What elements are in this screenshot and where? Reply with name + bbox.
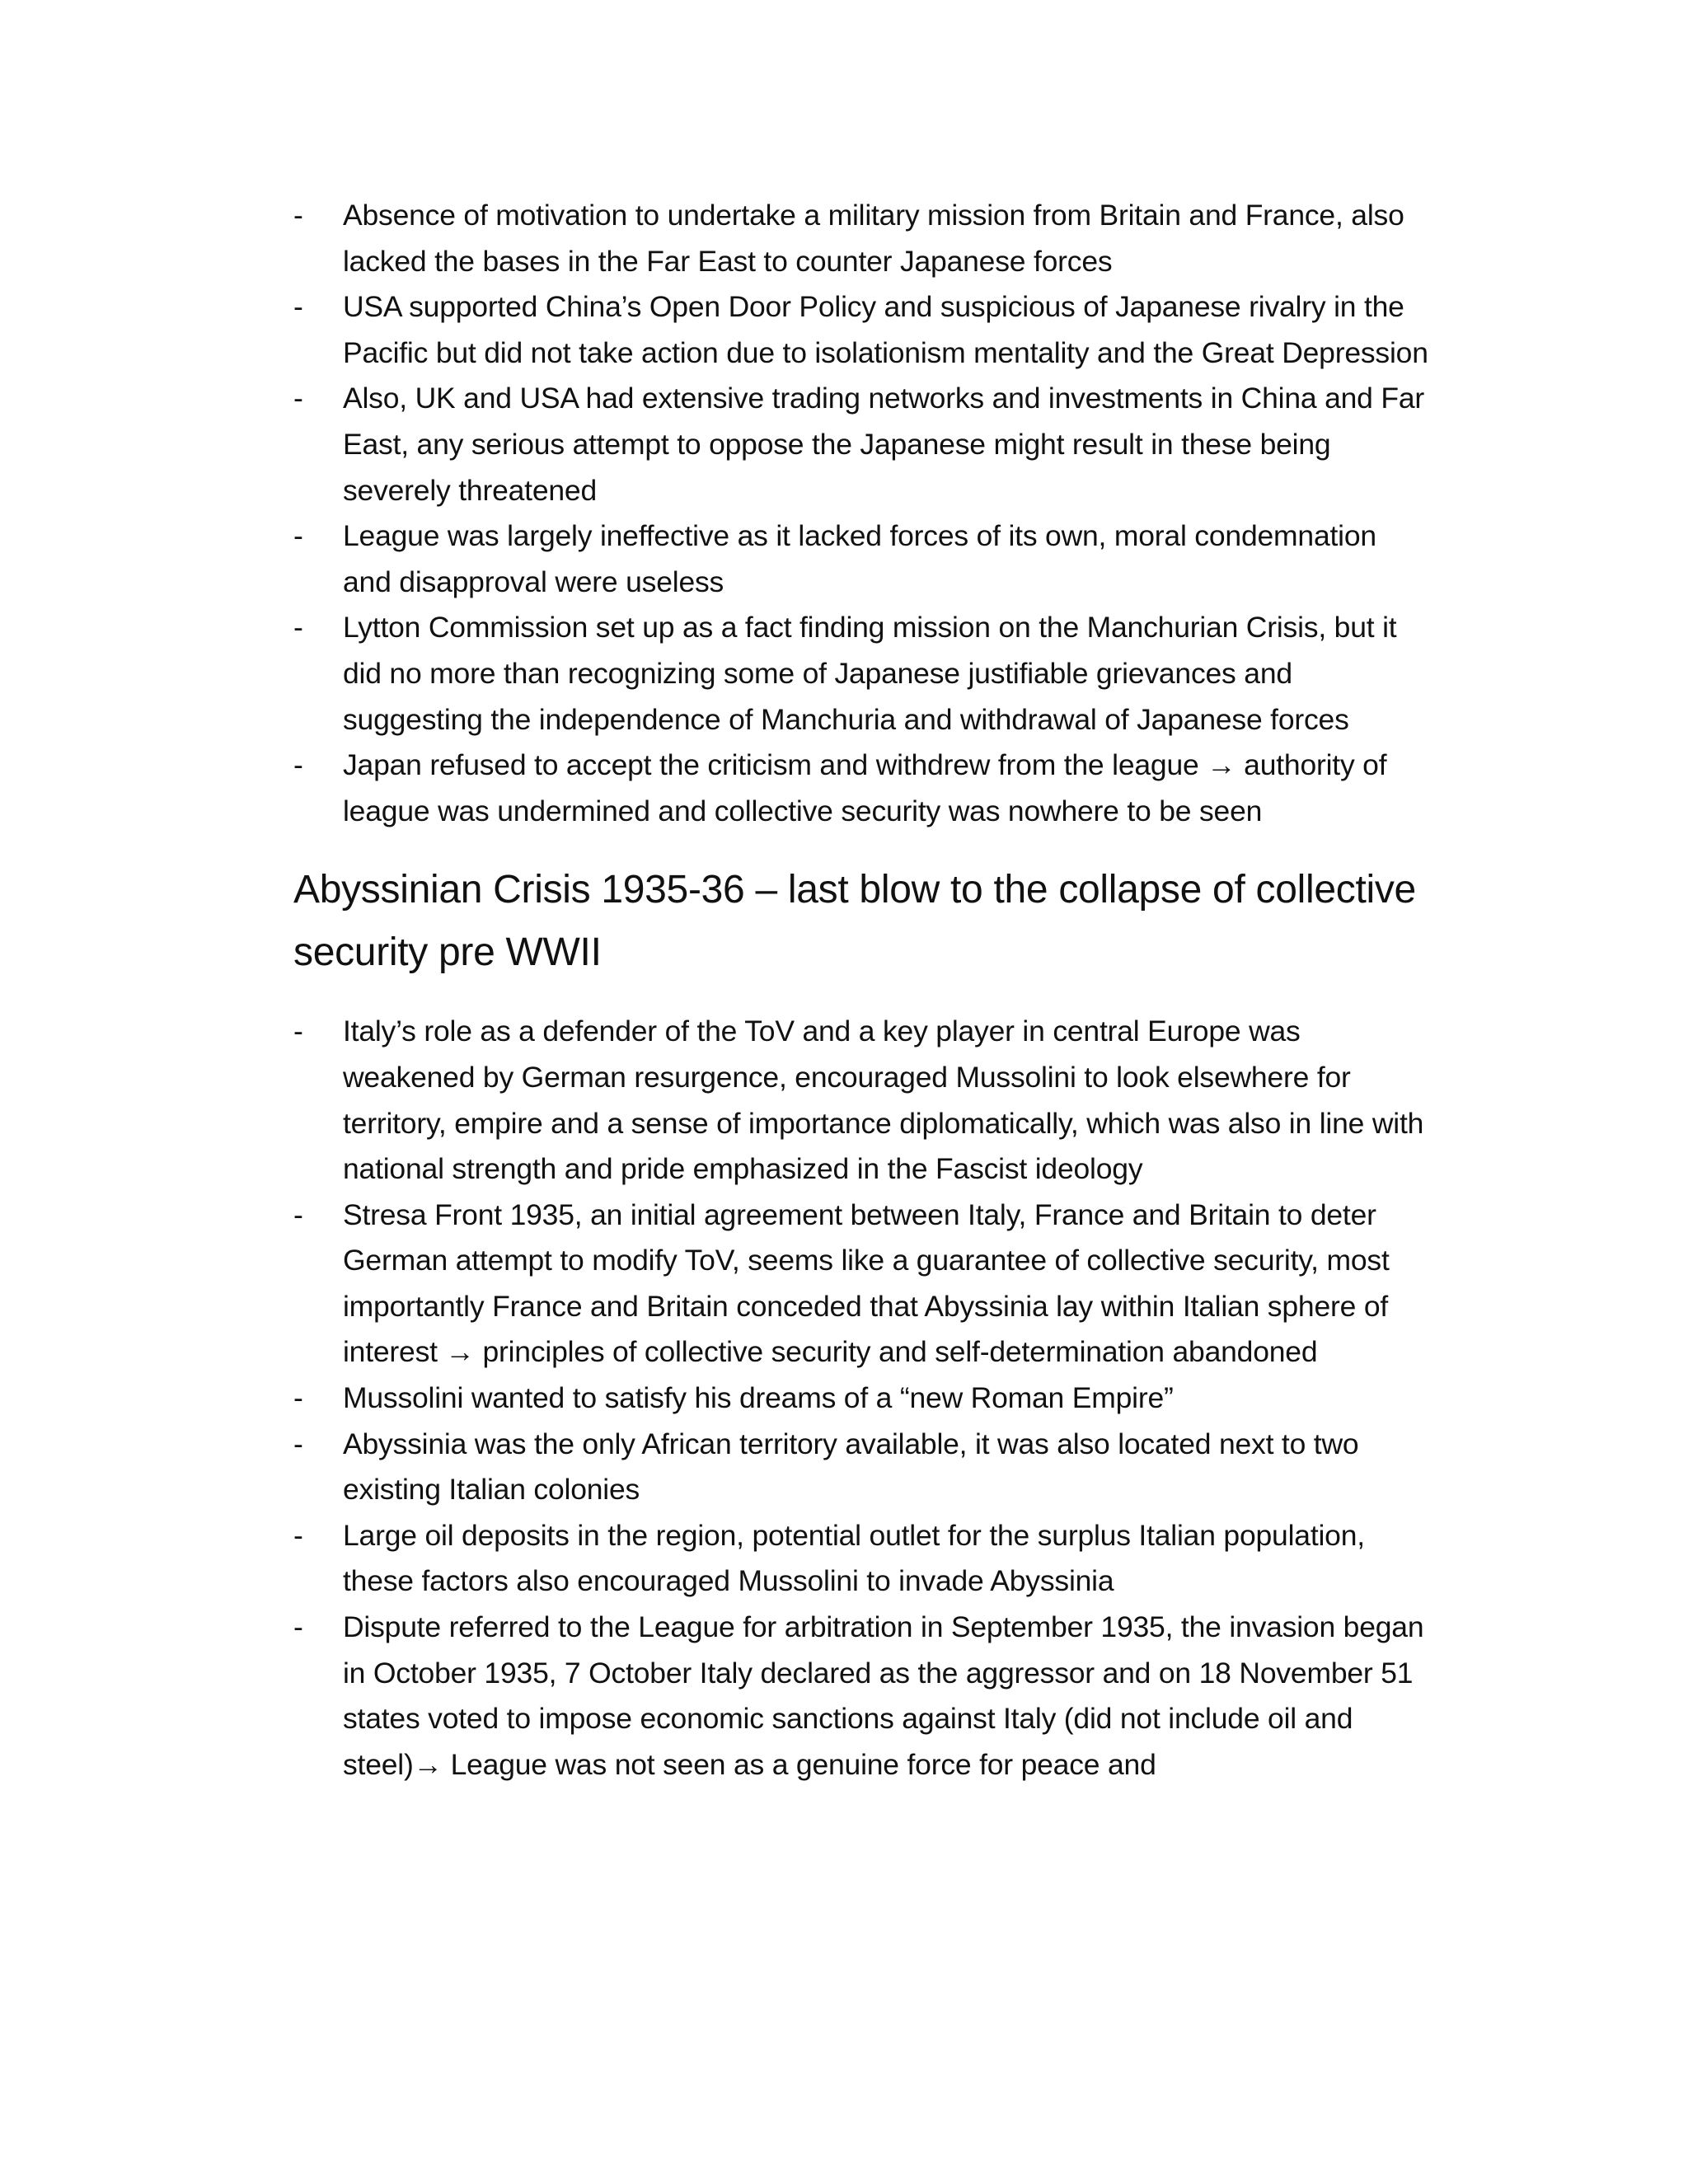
bullet-dash: - [293, 519, 303, 553]
bullet-dash: - [293, 382, 303, 415]
bullet-dash: - [293, 1518, 303, 1552]
list-item [293, 284, 1431, 376]
list-item [293, 193, 1431, 284]
list-item [293, 743, 1431, 834]
bullet-dash: - [293, 199, 303, 232]
bullet-dash: - [293, 290, 303, 324]
list-item-text: Also, UK and USA had extensive trading networks and investments in China and Far East, any serious attempt to oppose the Japanese might result in these being severely threatened [343, 382, 1425, 507]
bullet-dash: - [293, 1610, 303, 1644]
list-item-text: Absence of motivation to undertake a military mission from Britain and France, also lacked the bases in the Far East to counter Japanese forces [343, 199, 1404, 278]
list-item-text: Japan refused to accept the criticism and withdrew from the league → authority of league was undermined and collective security was nowhere to be seen [343, 748, 1387, 827]
list-item [293, 605, 1431, 743]
list-item [293, 1193, 1431, 1376]
list-item [293, 1376, 1431, 1422]
list-item-text: Lytton Commission set up as a fact finding mission on the Manchurian Crisis, but it did no more than recognizing some of Japanese justifiable grievances and suggesting the independence of Manchuria and withdrawal of Japanese forces [343, 611, 1397, 736]
document-body [293, 193, 1431, 1788]
list-item-text: League was largely ineffective as it lacked forces of its own, moral condemnation and disapproval were useless [343, 519, 1376, 598]
bullet-dash: - [293, 1381, 303, 1415]
manchurian-crisis-list [293, 193, 1431, 834]
list-item-text: Mussolini wanted to satisfy his dreams of a “new Roman Empire” [343, 1381, 1174, 1415]
list-item-text: Abyssinia was the only African territory available, it was also located next to two existing Italian colonies [343, 1427, 1359, 1507]
list-item [293, 1513, 1431, 1605]
bullet-dash: - [293, 1015, 303, 1048]
bullet-dash: - [293, 1427, 303, 1460]
list-item-text: Italy’s role as a defender of the ToV and a key player in central Europe was weakened by German resurgence, encouraged Mussolini to look elsewhere for territory, empire and a sense of importance diplomatically, which was also in line with national strength and pride emphasized in the Fascist ideology [343, 1015, 1424, 1186]
bullet-dash: - [293, 1197, 303, 1231]
abyssinian-crisis-list [293, 1009, 1431, 1788]
section-heading: Abyssinian Crisis 1935-36 – last blow to the collapse of collective security pre WWII [293, 868, 1416, 975]
list-item [293, 1605, 1431, 1788]
list-item [293, 513, 1431, 605]
list-item [293, 1009, 1431, 1192]
list-item-text: Large oil deposits in the region, potential outlet for the surplus Italian population, these factors also encouraged Mussolini to invade Abyssinia [343, 1518, 1365, 1598]
bullet-dash: - [293, 611, 303, 644]
bullet-dash: - [293, 748, 303, 782]
list-item-text: USA supported China’s Open Door Policy and suspicious of Japanese rivalry in the Pacific but did not take action due to isolationism mentality and the Great Depression [343, 290, 1428, 369]
list-item-text: Stresa Front 1935, an initial agreement between Italy, France and Britain to deter German attempt to modify ToV, seems like a guarantee of collective security, most importantly France and Britain conceded that Abyssinia lay within Italian sphere of interest → principles of collective security and self-determination abandoned [343, 1197, 1390, 1369]
list-item [293, 1422, 1431, 1513]
list-item-text: Dispute referred to the League for arbitration in September 1935, the invasion began in October 1935, 7 October Italy declared as the aggressor and on 18 November 51 states voted to impose economic sanctions against Italy (did not include oil and steel)→ League was not seen as a genuine force for peace and [343, 1610, 1424, 1781]
list-item [293, 376, 1431, 513]
